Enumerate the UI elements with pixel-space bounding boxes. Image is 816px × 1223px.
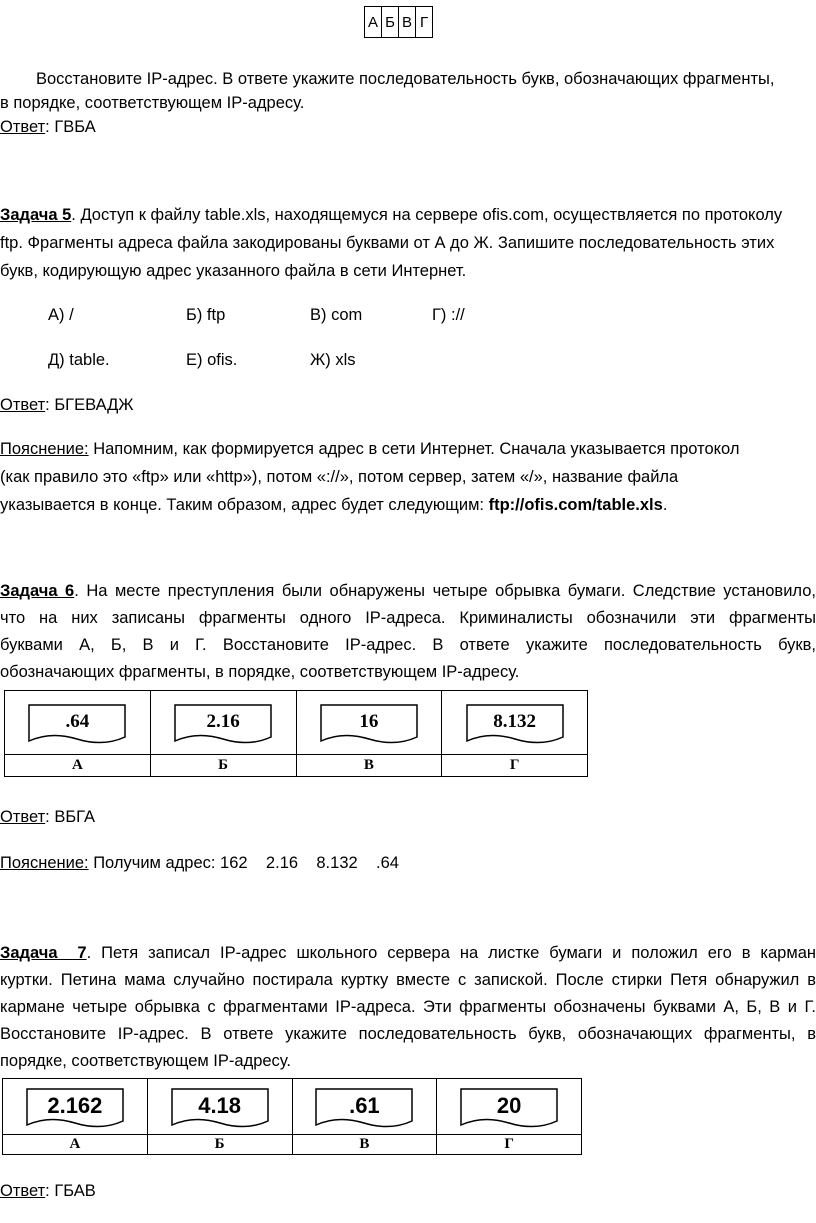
fragment-cell xyxy=(150,691,296,755)
fragment-cell xyxy=(437,1079,582,1135)
task7-line: куртки. Петина мама случайно постирала куртку вместе с запиской. После стирки Петя обнаружил в xyxy=(0,971,816,989)
task7-title: Задача 7 xyxy=(0,944,87,962)
task7-line: кармане четыре обрывка с фрагментами IP-адреса. Эти фрагменты обозначены буквами А, Б, В и Г. xyxy=(0,998,816,1016)
explanation-label: Пояснение: xyxy=(0,440,89,458)
task6-text: . На месте преступления были обнаружены четыре обрывка бумаги. Следствие установило, xyxy=(74,582,816,600)
task6-answer xyxy=(0,806,816,828)
fragment-label: А xyxy=(5,755,151,777)
fragment-label: В xyxy=(296,755,442,777)
fragment-label: А xyxy=(3,1135,148,1155)
letter-cell: Б xyxy=(382,7,399,38)
answer-value: : ВБГА xyxy=(45,808,96,826)
task5-explanation xyxy=(0,438,816,460)
fragment-label: Б xyxy=(147,1135,292,1155)
option: А) / xyxy=(48,306,74,324)
task6-line xyxy=(0,580,816,602)
fragments-table-task6 xyxy=(4,690,588,777)
option: Ж) xls xyxy=(310,351,356,369)
letter-cell: А xyxy=(365,7,382,38)
task6-line: что на них записаны фрагменты одного IP-адреса. Криминалисты обозначили эти фрагменты xyxy=(0,609,816,627)
fragment: .64 xyxy=(65,710,90,732)
explanation-text: указывается в конце. Таким образом, адрес будет следующим: xyxy=(0,496,489,514)
answer-label: Ответ xyxy=(0,1182,46,1200)
task5-explanation xyxy=(0,494,816,516)
fragments-table-task7 xyxy=(2,1078,582,1155)
answer-label: Ответ xyxy=(0,808,46,826)
fragment-label: Г xyxy=(442,755,588,777)
option: Б) ftp xyxy=(186,306,226,324)
letter-cell: Г xyxy=(416,7,433,38)
fragment: 4.18 xyxy=(198,1092,242,1118)
fragment-cell xyxy=(147,1079,292,1135)
fragment-label: Г xyxy=(437,1135,582,1155)
task5-explanation: (как правило это «ftp» или «http»), потом «://», потом сервер, затем «/», название файла xyxy=(0,468,679,486)
option: Г) :// xyxy=(432,306,465,324)
explanation-text: . xyxy=(662,496,668,514)
fragment-cell xyxy=(292,1079,437,1135)
task5-line xyxy=(0,204,816,226)
fragment-cell xyxy=(442,691,588,755)
fragment-cell xyxy=(296,691,442,755)
task6-explanation xyxy=(0,852,816,874)
answer-value: : БГЕВАДЖ xyxy=(45,396,134,414)
option: В) com xyxy=(310,306,363,324)
fragment-cell xyxy=(5,691,151,755)
option: Д) table. xyxy=(48,351,110,369)
intro-line: в порядке, соответствующем IP-адресу. xyxy=(0,94,305,112)
fragment: 2.162 xyxy=(47,1092,103,1118)
explanation-label: Пояснение: xyxy=(0,854,89,872)
task5-answer xyxy=(0,394,816,416)
address: ftp://ofis.com/table.xls xyxy=(488,496,663,514)
answer-value: : ГВБА xyxy=(45,118,96,136)
answer-label: Ответ xyxy=(0,118,46,136)
fragment: 16 xyxy=(359,710,379,732)
fragment-label: Б xyxy=(150,755,296,777)
answer-value: : ГБАВ xyxy=(45,1182,96,1200)
task6-line: обозначающих фрагменты, в порядке, соответствующем IP-адресу. xyxy=(0,663,520,681)
task6-line: буквами А, Б, В и Г. Восстановите IP-адрес. В ответе укажите последовательность букв, xyxy=(0,636,816,654)
letters-table xyxy=(364,6,433,38)
answer-label: Ответ xyxy=(0,396,46,414)
intro-line: Восстановите IP-адрес. В ответе укажите последовательность букв, обозначающих фрагменты, xyxy=(36,70,775,88)
fragment: 20 xyxy=(496,1092,522,1118)
task5-line: букв, кодирующую адрес указанного файла в сети Интернет. xyxy=(0,262,467,280)
explanation-text: Напомним, как формируется адрес в сети Интернет. Сначала указывается протокол xyxy=(88,440,740,458)
letter-cell: В xyxy=(399,7,416,38)
task5-text: . Доступ к файлу table.xls, находящемуся на сервере ofis.com, осуществляется по протоколу xyxy=(71,206,783,224)
explanation-text: Получим адрес: 162 2.16 8.132 .64 xyxy=(88,854,399,872)
intro-answer xyxy=(0,116,816,138)
task7-line: Восстановите IP-адрес. В ответе укажите последовательность букв, обозначающих фрагменты, в xyxy=(0,1025,816,1043)
fragment: 8.132 xyxy=(493,710,536,732)
fragment-label: В xyxy=(292,1135,437,1155)
fragment: .61 xyxy=(349,1092,380,1118)
task6-title: Задача 6 xyxy=(0,582,75,600)
task7-text: . Петя записал IP-адрес школьного сервера на листке бумаги и положил его в карман xyxy=(86,944,816,962)
option: Е) ofis. xyxy=(186,351,238,369)
task7-line: порядке, соответствующем IP-адресу. xyxy=(0,1052,291,1070)
task7-answer xyxy=(0,1180,816,1202)
task7-line xyxy=(0,942,816,964)
task5-title: Задача 5 xyxy=(0,206,72,224)
task5-line: ftp. Фрагменты адреса файла закодированы буквами от А до Ж. Запишите последовательность этих xyxy=(0,234,775,252)
fragment-cell xyxy=(3,1079,148,1135)
fragment: 2.16 xyxy=(206,710,240,732)
